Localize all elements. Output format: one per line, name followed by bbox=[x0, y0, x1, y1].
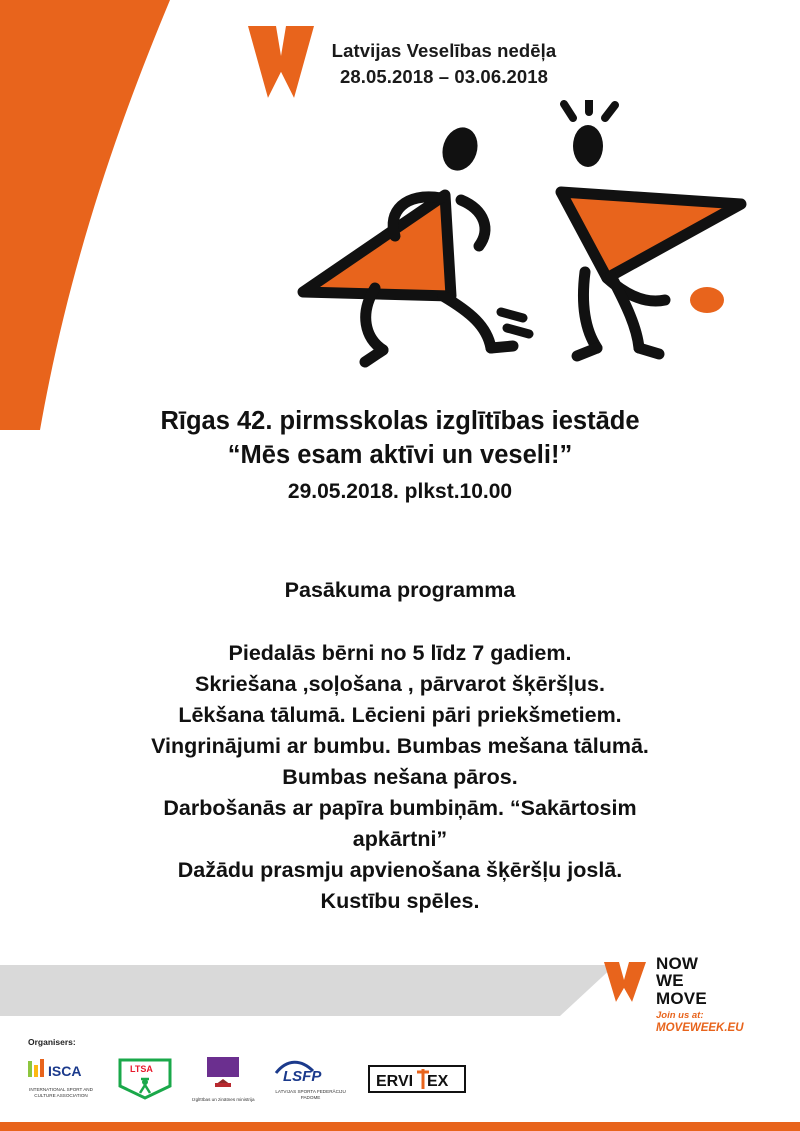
svg-text:LSFP: LSFP bbox=[282, 1068, 321, 1086]
nwm-line-move: MOVE bbox=[656, 988, 707, 1008]
programme-line: Kustību spēles. bbox=[320, 888, 480, 913]
programme-line: Darbošanās ar papīra bumbiņām. “Sakārtosim bbox=[163, 795, 637, 820]
poster-footer bbox=[0, 954, 800, 1131]
svg-text:ERVI: ERVI bbox=[375, 1073, 413, 1090]
institution-name: Rīgas 42. pirmsskolas izglītības iestāde bbox=[160, 407, 640, 435]
nwm-line-now: NOW bbox=[656, 954, 699, 973]
programme-line: Dažādu prasmju apvienošana šķēršļu joslā. bbox=[177, 857, 623, 882]
running-figures-illustration bbox=[255, 100, 765, 390]
sponsor-caption: Izglītības un zinātnes ministrija bbox=[192, 1097, 255, 1103]
sponsor-caption: INTERNATIONAL SPORT AND CULTURE ASSOCIATION bbox=[29, 1087, 93, 1098]
sponsor-caption: LATVIJAS SPORTA FEDERĀCIJU PADOME bbox=[275, 1089, 346, 1100]
programme-line: apkārtni” bbox=[352, 826, 448, 851]
programme-line: Lēkšana tālumā. Lēcieni pāri priekšmetiem. bbox=[178, 702, 622, 727]
footer-orange-rule bbox=[0, 1122, 800, 1131]
poster-header bbox=[0, 22, 800, 102]
event-datetime: 29.05.2018. plkst.10.00 bbox=[287, 479, 513, 503]
sponsor-logo-isca[interactable] bbox=[24, 1059, 98, 1098]
programme-heading: Pasākuma programma bbox=[284, 578, 516, 602]
programme-line: Vingrinājumi ar bumbu. Bumbas mešana tālumā. bbox=[151, 733, 649, 758]
event-title-block bbox=[0, 404, 800, 507]
sponsor-logo-lsfp[interactable] bbox=[273, 1057, 349, 1100]
programme-list bbox=[40, 638, 760, 917]
event-motto: “Mēs esam aktīvi un veseli!” bbox=[227, 441, 573, 470]
campaign-title-block bbox=[332, 22, 557, 91]
organisers-label: Organisers: bbox=[28, 1037, 76, 1047]
programme-line: Bumbas nešana pāros. bbox=[282, 764, 518, 789]
svg-text:ISCA: ISCA bbox=[48, 1063, 82, 1080]
join-us-text: Join us at: bbox=[656, 1009, 704, 1021]
programme-line: Skriešana ,soļošana , pārvarot šķēršļus. bbox=[195, 671, 605, 696]
sponsor-logo-ltsa[interactable] bbox=[116, 1056, 174, 1102]
now-we-move-wordmark bbox=[656, 955, 707, 1007]
nwm-line-we: WE bbox=[656, 971, 684, 991]
sponsor-logo-izglitibas-ministrija[interactable] bbox=[192, 1055, 255, 1103]
move-week-arrow-logo-icon bbox=[244, 22, 318, 102]
campaign-dates: 28.05.2018 – 03.06.2018 bbox=[339, 66, 549, 88]
sponsor-logo-ervitex[interactable] bbox=[367, 1063, 467, 1095]
sponsor-logo-row bbox=[24, 1049, 494, 1109]
programme-line: Piedalās bērni no 5 līdz 7 gadiem. bbox=[228, 641, 572, 665]
svg-text:EX: EX bbox=[426, 1073, 448, 1090]
now-we-move-arrow-icon bbox=[602, 958, 648, 1004]
campaign-title: Latvijas Veselības nedēļa bbox=[331, 40, 557, 61]
now-we-move-logo[interactable] bbox=[602, 955, 772, 1033]
moveweek-url[interactable]: MOVEWEEK.EU bbox=[656, 1021, 744, 1034]
svg-text:LTSA: LTSA bbox=[130, 1064, 153, 1074]
